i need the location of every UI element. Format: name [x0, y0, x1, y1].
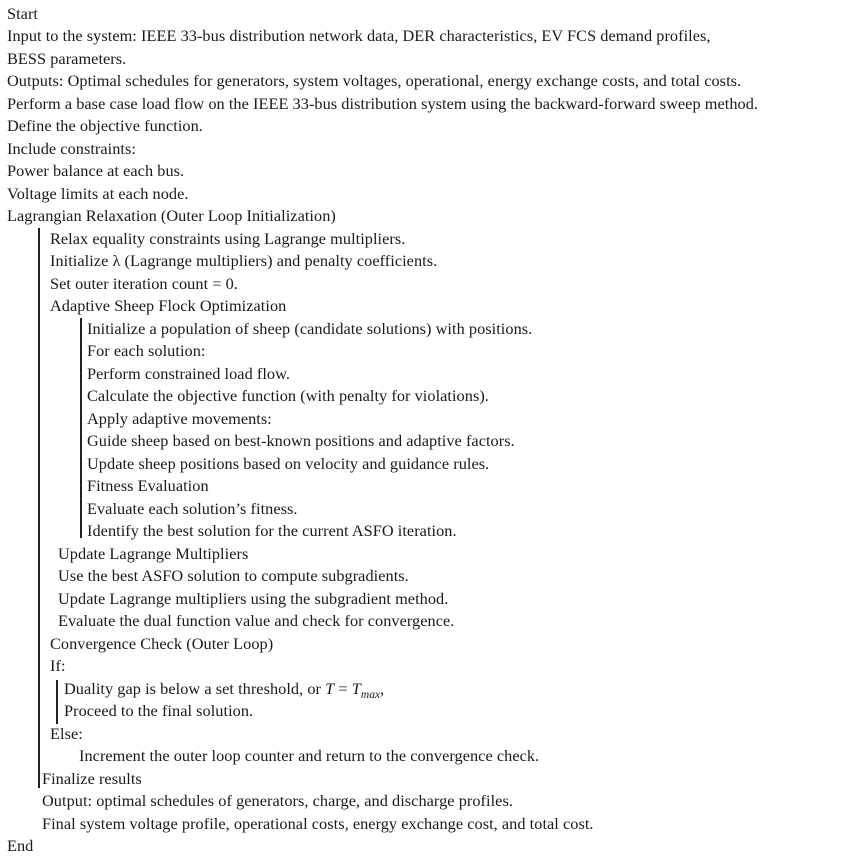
- algo-line-eval-fitness: Evaluate each solution’s fitness.: [87, 499, 298, 518]
- algo-line-duality-gap: [64, 678, 384, 700]
- algo-line-final-profile: Final system voltage profile, operational costs, energy exchange cost, and total cost.: [42, 814, 594, 833]
- algo-line-power-balance: Power balance at each bus.: [7, 161, 185, 180]
- algo-line-objective: Define the objective function.: [7, 116, 203, 135]
- algo-line-fitness: Fitness Evaluation: [87, 476, 209, 495]
- math-T-base: T: [351, 679, 361, 698]
- algo-line-init-pop: Initialize a population of sheep (candidate solutions) with positions.: [87, 319, 533, 338]
- algo-line-calc-obj: Calculate the objective function (with penalty for violations).: [87, 386, 489, 405]
- algo-line-asfo: Adaptive Sheep Flock Optimization: [50, 296, 287, 315]
- algo-line-update-pos: Update sheep positions based on velocity and guidance rules.: [87, 454, 490, 473]
- algo-line-guide: Guide sheep based on best-known positions and adaptive factors.: [87, 431, 515, 450]
- algo-line-identify-best: Identify the best solution for the current ASFO iteration.: [87, 521, 457, 540]
- algo-line-for-each: For each solution:: [87, 341, 206, 360]
- algo-line-set-iter: Set outer iteration count = 0.: [50, 274, 238, 293]
- algo-line-base-load-flow: Perform a base case load flow on the IEEE 33-bus distribution system using the backward-forward sweep method.: [7, 94, 759, 113]
- math-T: T: [325, 679, 335, 698]
- math-trailing-comma: ,: [380, 679, 385, 698]
- algo-line-else: Else:: [50, 724, 83, 743]
- algo-line-outputs: Outputs: Optimal schedules for generators, system voltages, operational, energy exchange costs, and total costs.: [7, 71, 742, 90]
- scope-bar-asfo: [80, 318, 82, 538]
- algo-line-dual-eval: Evaluate the dual function value and check for convergence.: [58, 611, 455, 630]
- math-equals: =: [334, 679, 352, 698]
- algo-line-update-lm-method: Update Lagrange multipliers using the subgradient method.: [58, 589, 449, 608]
- algo-line-adaptive: Apply adaptive movements:: [87, 409, 272, 428]
- scope-bar-lagrangian: [38, 228, 40, 788]
- algo-line-end: End: [7, 836, 34, 855]
- math-T-max-subscript: max: [360, 689, 381, 701]
- scope-bar-if: [56, 680, 58, 724]
- duality-gap-text: Duality gap is below a set threshold, or: [64, 679, 326, 698]
- algo-line-subgradients: Use the best ASFO solution to compute subgradients.: [58, 566, 409, 585]
- algo-line-proceed: Proceed to the final solution.: [64, 701, 254, 720]
- algo-line-start: Start: [7, 4, 38, 23]
- algo-line-lagrangian: Lagrangian Relaxation (Outer Loop Initialization): [7, 206, 336, 225]
- algo-line-increment: Increment the outer loop counter and return to the convergence check.: [79, 746, 540, 765]
- algo-line-voltage-limits: Voltage limits at each node.: [7, 184, 189, 203]
- algo-line-finalize: Finalize results: [42, 769, 142, 788]
- algo-line-input: Input to the system: IEEE 33-bus distribution network data, DER characteristics, EV FCS demand profiles,: [7, 26, 711, 45]
- algo-line-convergence: Convergence Check (Outer Loop): [50, 634, 274, 653]
- algo-line-relax: Relax equality constraints using Lagrange multipliers.: [50, 229, 406, 248]
- algo-line-input-cont: BESS parameters.: [7, 49, 127, 68]
- algo-line-constrained-lf: Perform constrained load flow.: [87, 364, 290, 383]
- algo-line-constraints: Include constraints:: [7, 139, 136, 158]
- algo-line-output-schedules: Output: optimal schedules of generators, charge, and discharge profiles.: [42, 791, 513, 810]
- algo-line-update-lm: Update Lagrange Multipliers: [58, 544, 249, 563]
- algo-line-init-lambda: Initialize λ (Lagrange multipliers) and penalty coefficients.: [50, 251, 438, 270]
- algo-line-if: If:: [50, 656, 66, 675]
